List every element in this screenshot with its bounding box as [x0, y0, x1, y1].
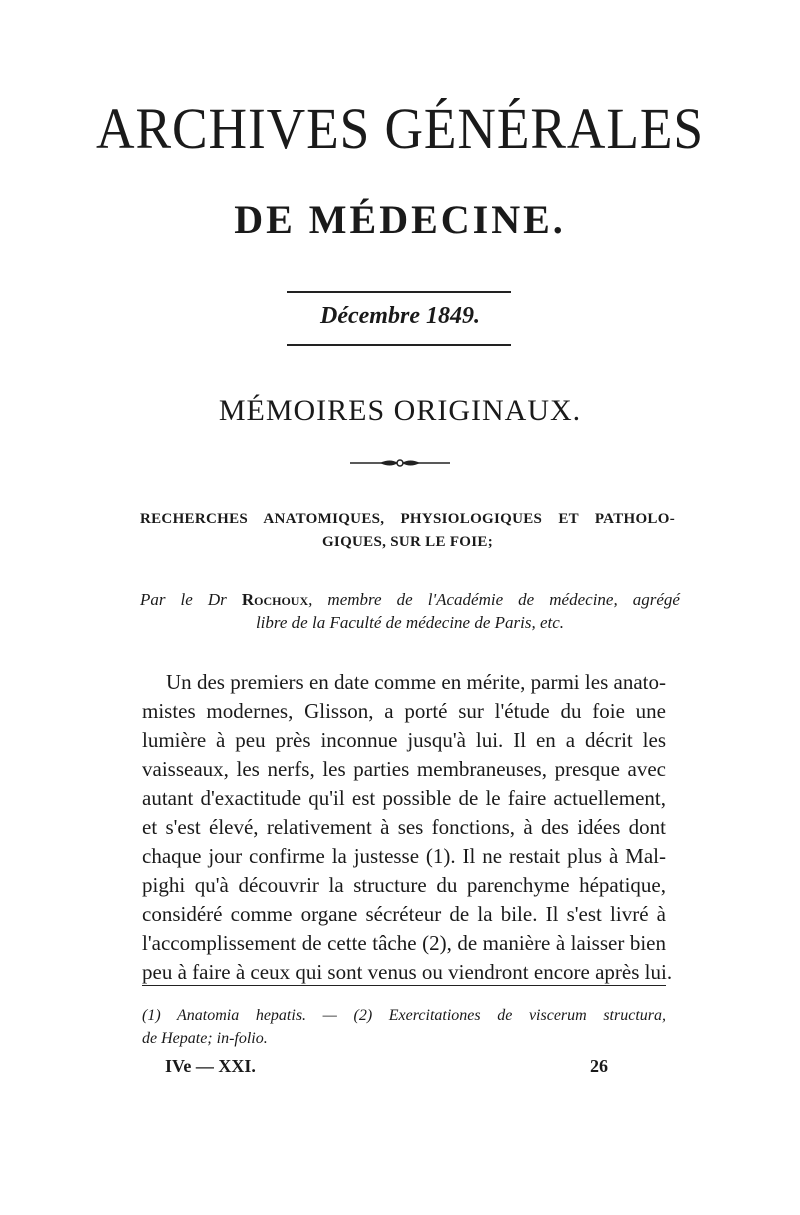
- section-heading: MÉMOIRES ORIGINAUX.: [218, 394, 582, 427]
- journal-title: ARCHIVES GÉNÉRALES: [96, 96, 704, 161]
- signature-mark: IVe — XXI.: [165, 1056, 256, 1076]
- article-title-line-1: RECHERCHES ANATOMIQUES, PHYSIOLOGIQUES ET PATHOLO-: [140, 511, 675, 527]
- body-line: lumière à peu près inconnue jusqu'à lui. Il en a décrit les: [142, 728, 666, 752]
- byline-line-1: [140, 587, 680, 612]
- footnote-line-1: (1) Anatomia hepatis. — (2) Exercitationes de viscerum structura,: [142, 1007, 666, 1024]
- body-line: et s'est élevé, relativement à ses fonctions, à des idées dont: [142, 815, 666, 839]
- article-title-line-2: GIQUES, SUR LE FOIE;: [321, 534, 494, 550]
- byline-rest: , membre de l'Académie de médecine, agrégé: [308, 590, 680, 609]
- body-line: pighi qu'à découvrir la structure du parenchyme hépatique,: [142, 873, 666, 897]
- page-number: 26: [590, 1056, 608, 1076]
- body-line: autant d'exactitude qu'il est possible de le faire actuellement,: [142, 786, 666, 810]
- bottom-rule: [287, 344, 511, 346]
- body-line: Un des premiers en date comme en mérite, parmi les anato-: [166, 670, 666, 694]
- body-line: mistes modernes, Glisson, a porté sur l'étude du foie une: [142, 699, 666, 723]
- byline-prefix: Par le Dr: [140, 590, 242, 609]
- body-line: peu à faire à ceux qui sont venus ou viendront encore après lui.: [142, 960, 673, 984]
- body-line: l'accomplissement de cette tâche (2), de manière à laisser bien: [142, 931, 666, 955]
- author-name: Rochoux: [241, 590, 309, 609]
- journal-subtitle: DE MÉDECINE.: [234, 197, 566, 242]
- body-line: vaisseaux, les nerfs, les parties membraneuses, presque avec: [142, 757, 666, 781]
- byline-line-2: libre de la Faculté de médecine de Paris, etc.: [255, 613, 565, 632]
- ornament-divider: [350, 455, 450, 471]
- footnote-rule: [142, 985, 666, 986]
- issue-date: Décembre 1849.: [320, 303, 480, 329]
- body-line: considéré comme organe sécréteur de la bile. Il s'est livré à: [142, 902, 666, 926]
- body-line: chaque jour confirme la justesse (1). Il ne restait plus à Mal-: [142, 844, 666, 868]
- footnote-line-2: de Hepate; in-folio.: [142, 1030, 268, 1047]
- top-rule: [287, 291, 511, 293]
